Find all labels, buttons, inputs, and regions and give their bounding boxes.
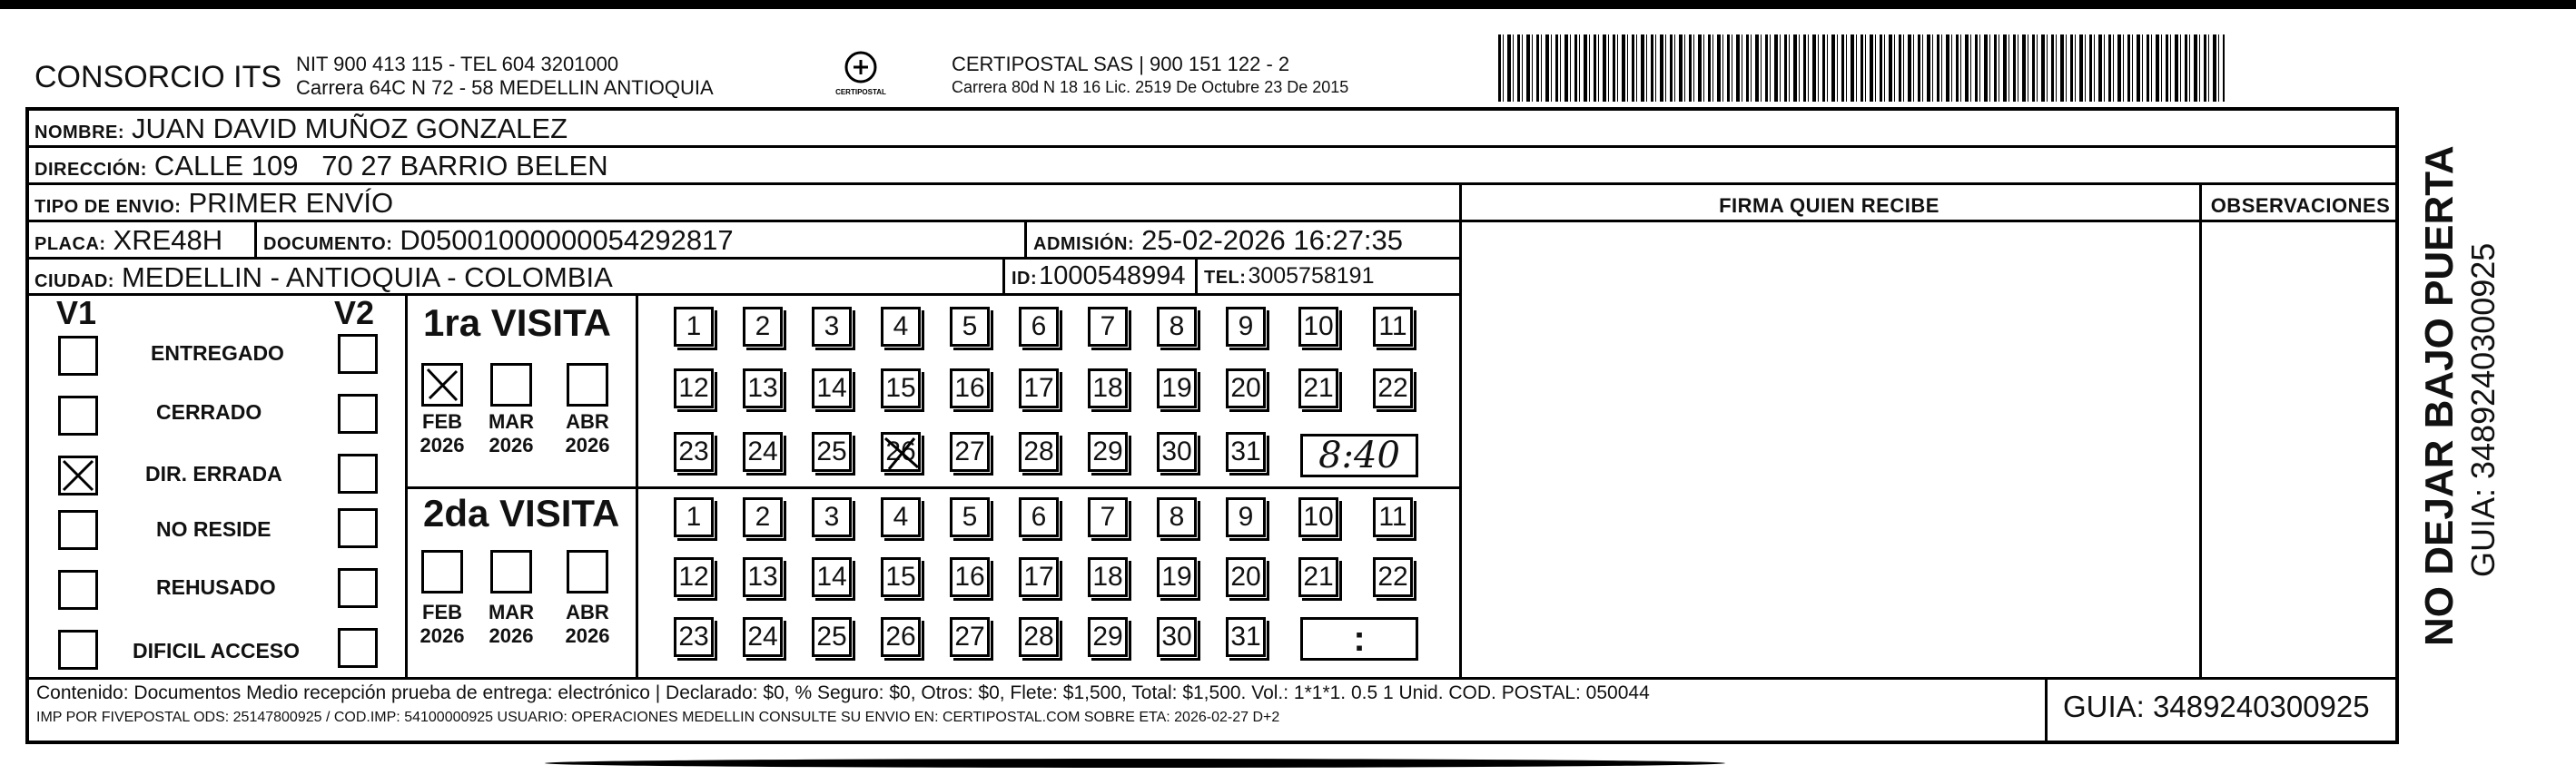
day-number: 26	[885, 622, 916, 652]
day-number: 25	[816, 622, 847, 652]
day-number: 21	[1303, 562, 1334, 592]
day-number: 4	[893, 311, 909, 341]
day-number: 6	[1031, 502, 1047, 532]
x-mark-icon	[61, 458, 95, 493]
second-visit-day-box[interactable]	[1373, 557, 1413, 597]
first-visit-day-box[interactable]	[1226, 432, 1266, 472]
day-number: 28	[1023, 622, 1054, 652]
day-number: 29	[1092, 437, 1123, 466]
company-nit: NIT 900 413 115 - TEL 604 3201000	[296, 53, 619, 75]
divider	[636, 293, 638, 677]
divider	[405, 486, 1460, 489]
v2-checkbox[interactable]	[338, 628, 378, 668]
day-number: 8	[1169, 502, 1185, 532]
day-number: 4	[893, 502, 909, 532]
first-visit-day-box[interactable]	[950, 432, 990, 472]
documento-label: DOCUMENTO:	[263, 234, 393, 254]
month-label	[481, 601, 541, 648]
month-name: MAR	[488, 410, 535, 433]
id-value: 1000548994	[1039, 261, 1186, 290]
tel-label: TEL:	[1204, 268, 1247, 288]
divider	[1459, 182, 1462, 677]
month-name: ABR	[566, 601, 609, 623]
day-number: 30	[1161, 437, 1192, 466]
second-visit-day-box[interactable]	[881, 617, 921, 657]
v2-checkbox[interactable]	[338, 568, 378, 608]
divider	[405, 293, 408, 677]
v1-label: V1	[56, 294, 97, 331]
logo-icon	[834, 47, 888, 102]
v2-checkbox[interactable]	[338, 508, 378, 548]
v1-checkbox[interactable]	[58, 336, 98, 376]
month-name: FEB	[422, 601, 462, 623]
second-visit-day-box[interactable]	[1019, 497, 1059, 537]
first-visit-day-box[interactable]	[1298, 307, 1338, 347]
second-visit-day-box[interactable]	[743, 497, 783, 537]
footer-guia: GUIA: 3489240300925	[2063, 690, 2370, 723]
divider	[25, 182, 2399, 185]
day-number: 16	[954, 373, 985, 403]
day-number: 6	[1031, 311, 1047, 341]
day-number: 18	[1092, 562, 1123, 592]
day-number: 2	[755, 311, 771, 341]
second-visit-day-box[interactable]	[1157, 617, 1197, 657]
day-number: 7	[1100, 311, 1116, 341]
day-number: 11	[1378, 311, 1407, 341]
day-number: 13	[747, 373, 778, 403]
month-label	[558, 410, 617, 457]
first-visit-day-box[interactable]	[881, 368, 921, 408]
month-year: 2026	[489, 624, 534, 647]
ciudad-field	[35, 261, 613, 294]
second-visit-month-box[interactable]	[567, 550, 608, 594]
first-visit-month-box[interactable]	[567, 363, 608, 407]
second-visit-day-box[interactable]	[674, 617, 714, 657]
tipo-value: PRIMER ENVÍO	[188, 187, 394, 219]
svg-text:CERTIPOSTAL: CERTIPOSTAL	[835, 88, 886, 96]
v1-checkbox[interactable]	[58, 396, 98, 436]
month-name: MAR	[488, 601, 535, 623]
first-visit-day-box[interactable]	[1157, 432, 1197, 472]
month-name: ABR	[566, 410, 609, 433]
second-visit-day-box[interactable]	[881, 557, 921, 597]
first-visit-day-box[interactable]	[812, 368, 852, 408]
first-visit-time[interactable]: 8:40	[1300, 434, 1418, 477]
footer-print-line: IMP POR FIVEPOSTAL ODS: 25147800925 / COD.IMP: 54100000925 USUARIO: OPERACIONES MEDELLIN CONSULTE SU ENVIO EN: CERTIPOSTAL.COM SOBRE ETA: 2026-02-27 D+2	[36, 710, 1280, 725]
day-number: 19	[1161, 562, 1192, 592]
second-visit-day-box[interactable]	[950, 557, 990, 597]
first-visit-day-box[interactable]	[1226, 368, 1266, 408]
second-visit-day-box[interactable]	[812, 497, 852, 537]
first-visit-day-box[interactable]	[674, 307, 714, 347]
first-visit-day-box[interactable]	[1019, 307, 1059, 347]
company-name: CONSORCIO ITS	[35, 60, 282, 94]
option-label: CERRADO	[156, 400, 262, 424]
first-visit-day-box[interactable]	[743, 368, 783, 408]
first-visit-day-box[interactable]	[1226, 307, 1266, 347]
day-number: 5	[962, 502, 978, 532]
day-number: 20	[1230, 562, 1261, 592]
month-label	[481, 410, 541, 457]
day-number: 24	[747, 622, 778, 652]
day-number: 23	[678, 437, 709, 466]
divider	[1024, 220, 1027, 257]
first-visit-day-box[interactable]	[1298, 368, 1338, 408]
second-visit-day-box[interactable]	[1088, 557, 1128, 597]
second-visit-day-box[interactable]	[1157, 497, 1197, 537]
company-address: Carrera 64C N 72 - 58 MEDELLIN ANTIOQUIA	[296, 76, 714, 99]
divider	[2199, 182, 2202, 677]
first-visit-day-box[interactable]	[674, 432, 714, 472]
admision-field	[1033, 224, 1403, 257]
divider	[254, 220, 257, 257]
day-number: 28	[1023, 437, 1054, 466]
divider	[1195, 257, 1198, 293]
option-label: ENTREGADO	[151, 341, 284, 365]
day-number: 13	[747, 562, 778, 592]
second-visit-day-box[interactable]	[1019, 617, 1059, 657]
day-number: 15	[885, 373, 916, 403]
first-visit-day-box[interactable]	[1373, 368, 1413, 408]
first-visit-month-box[interactable]	[490, 363, 532, 407]
day-number: 30	[1161, 622, 1192, 652]
direccion-row	[35, 150, 608, 182]
second-visit-title: 2da VISITA	[423, 492, 620, 535]
day-number: 9	[1238, 502, 1254, 532]
first-visit-day-box[interactable]	[881, 432, 921, 472]
carrier-address: Carrera 80d N 18 16 Lic. 2519 De Octubre 23 De 2015	[952, 78, 1349, 96]
day-number: 31	[1230, 622, 1261, 652]
second-visit-day-box[interactable]	[743, 557, 783, 597]
day-number: 23	[678, 622, 709, 652]
v2-label: V2	[334, 294, 375, 331]
first-visit-day-box[interactable]	[1157, 368, 1197, 408]
barcode	[1498, 34, 2225, 102]
second-visit-day-box[interactable]	[1019, 557, 1059, 597]
first-visit-day-box[interactable]	[1157, 307, 1197, 347]
day-number: 10	[1303, 311, 1334, 341]
month-label	[412, 410, 472, 457]
day-number: 5	[962, 311, 978, 341]
id-label: ID:	[1012, 269, 1038, 289]
first-visit-day-box[interactable]	[812, 432, 852, 472]
divider	[25, 257, 1460, 260]
documento-field	[263, 224, 734, 257]
day-number: 19	[1161, 373, 1192, 403]
ciudad-value: MEDELLIN - ANTIOQUIA - COLOMBIA	[121, 261, 613, 293]
day-number: 9	[1238, 311, 1254, 341]
month-year: 2026	[565, 434, 610, 456]
second-visit-day-box[interactable]	[812, 557, 852, 597]
day-number: 3	[824, 311, 840, 341]
day-number: 31	[1230, 437, 1261, 466]
v2-checkbox[interactable]	[338, 454, 378, 494]
month-label	[558, 601, 617, 648]
second-visit-day-box[interactable]	[1226, 617, 1266, 657]
first-visit-day-box[interactable]	[1019, 432, 1059, 472]
second-visit-day-box[interactable]	[1088, 617, 1128, 657]
first-visit-title: 1ra VISITA	[423, 301, 611, 344]
footer-content-line: Contenido: Documentos Medio recepción prueba de entrega: electrónico | Declarado: $0, % Seguro: $0, Otros: $0, Flete: $1,500, Total: $1,500. Vol.: 1*1*1. 0.5 1 Unid. COD. POSTAL: 050044	[36, 682, 1650, 703]
first-visit-day-box[interactable]	[1088, 432, 1128, 472]
first-visit-day-box[interactable]	[1088, 368, 1128, 408]
direccion-label: DIRECCIÓN:	[35, 160, 147, 180]
second-visit-day-box[interactable]	[881, 497, 921, 537]
day-number: 25	[816, 437, 847, 466]
ciudad-label: CIUDAD:	[35, 271, 114, 291]
second-visit-time[interactable]: :	[1300, 617, 1418, 661]
day-number: 22	[1377, 373, 1408, 403]
placa-label: PLACA:	[35, 234, 106, 254]
divider	[2045, 677, 2048, 744]
firma-header: FIRMA QUIEN RECIBE	[1719, 194, 1939, 217]
first-visit-day-box[interactable]	[812, 307, 852, 347]
month-year: 2026	[419, 434, 465, 456]
placa-field	[35, 224, 222, 257]
day-number: 14	[816, 373, 847, 403]
day-number: 14	[816, 562, 847, 592]
day-number: 12	[678, 373, 709, 403]
scan-edge-shadow	[545, 759, 1725, 768]
month-year: 2026	[419, 624, 465, 647]
day-number: 21	[1303, 373, 1334, 403]
second-visit-day-box[interactable]	[1226, 497, 1266, 537]
option-label: DIR. ERRADA	[145, 462, 282, 486]
month-label	[412, 601, 472, 648]
top-edge-bar	[0, 0, 2576, 9]
option-label: DIFICIL ACCESO	[133, 639, 301, 662]
placa-value: XRE48H	[113, 224, 223, 256]
side-guia: GUIA: 3489240300925	[2464, 242, 2502, 577]
second-visit-day-box[interactable]	[1088, 497, 1128, 537]
option-label: NO RESIDE	[156, 517, 271, 541]
day-number: 1	[686, 502, 702, 532]
month-name: FEB	[422, 410, 462, 433]
second-visit-month-box[interactable]	[421, 550, 463, 594]
v1-checkbox[interactable]	[58, 570, 98, 610]
v1-checkbox[interactable]	[58, 630, 98, 670]
day-number: 24	[747, 437, 778, 466]
day-number: 16	[954, 562, 985, 592]
day-number: 17	[1023, 562, 1054, 592]
day-number: 26	[885, 437, 916, 466]
day-number: 8	[1169, 311, 1185, 341]
second-visit-day-box[interactable]	[1157, 557, 1197, 597]
day-number: 11	[1378, 502, 1407, 532]
first-visit-day-box[interactable]	[1019, 368, 1059, 408]
second-visit-day-box[interactable]	[1226, 557, 1266, 597]
direccion-value: CALLE 109 70 27 BARRIO BELEN	[153, 150, 608, 181]
observaciones-header: OBSERVACIONES	[2210, 194, 2391, 217]
month-year: 2026	[565, 624, 610, 647]
v2-checkbox[interactable]	[338, 394, 378, 434]
first-visit-day-box[interactable]	[743, 307, 783, 347]
nombre-row	[35, 113, 568, 145]
day-number: 12	[678, 562, 709, 592]
nombre-value: JUAN DAVID MUÑOZ GONZALEZ	[132, 113, 568, 144]
divider	[25, 145, 2399, 148]
nombre-label: NOMBRE:	[35, 123, 125, 142]
second-visit-day-box[interactable]	[674, 497, 714, 537]
certipostal-logo	[834, 47, 888, 102]
second-visit-day-box[interactable]	[950, 497, 990, 537]
divider	[1002, 257, 1005, 293]
first-visit-day-box[interactable]	[881, 307, 921, 347]
v2-checkbox[interactable]	[338, 334, 378, 374]
second-visit-day-box[interactable]	[674, 557, 714, 597]
x-mark-icon	[424, 366, 460, 404]
tipo-row	[35, 187, 393, 220]
first-visit-day-box[interactable]	[1088, 307, 1128, 347]
day-number: 10	[1303, 502, 1334, 532]
second-visit-day-box[interactable]	[1373, 497, 1413, 537]
second-visit-day-box[interactable]	[743, 617, 783, 657]
first-visit-day-box[interactable]	[743, 432, 783, 472]
second-visit-day-box[interactable]	[1298, 497, 1338, 537]
day-number: 15	[885, 562, 916, 592]
day-number: 27	[954, 622, 985, 652]
admision-value: 25-02-2026 16:27:35	[1141, 224, 1404, 256]
day-number: 18	[1092, 373, 1123, 403]
month-year: 2026	[489, 434, 534, 456]
x-mark-icon	[883, 435, 920, 478]
tel-field	[1204, 263, 1374, 289]
day-number: 1	[686, 311, 702, 341]
divider	[25, 677, 2399, 680]
day-number: 7	[1100, 502, 1116, 532]
day-number: 29	[1092, 622, 1123, 652]
second-visit-day-box[interactable]	[1298, 557, 1338, 597]
divider	[25, 220, 2399, 222]
first-visit-day-box[interactable]	[950, 368, 990, 408]
day-number: 22	[1377, 562, 1408, 592]
day-number: 2	[755, 502, 771, 532]
first-visit-month-box[interactable]	[421, 363, 463, 407]
second-visit-month-box[interactable]	[490, 550, 532, 594]
v1-checkbox[interactable]	[58, 510, 98, 550]
day-number: 20	[1230, 373, 1261, 403]
documento-value: D05001000000054292817	[400, 224, 734, 256]
day-number: 3	[824, 502, 840, 532]
tipo-label: TIPO DE ENVIO:	[35, 197, 182, 217]
first-visit-day-box[interactable]	[950, 307, 990, 347]
first-visit-day-box[interactable]	[674, 368, 714, 408]
tel-value: 3005758191	[1248, 263, 1375, 289]
first-visit-day-box[interactable]	[1373, 307, 1413, 347]
id-field	[1012, 261, 1185, 291]
side-warning: NO DEJAR BAJO PUERTA	[2417, 145, 2462, 646]
v1-checkbox[interactable]	[58, 456, 98, 495]
day-number: 17	[1023, 373, 1054, 403]
day-number: 27	[954, 437, 985, 466]
option-label: REHUSADO	[156, 575, 276, 599]
second-visit-day-box[interactable]	[812, 617, 852, 657]
carrier-nit: CERTIPOSTAL SAS | 900 151 122 - 2	[952, 53, 1290, 75]
admision-label: ADMISIÓN:	[1033, 234, 1135, 254]
second-visit-day-box[interactable]	[950, 617, 990, 657]
